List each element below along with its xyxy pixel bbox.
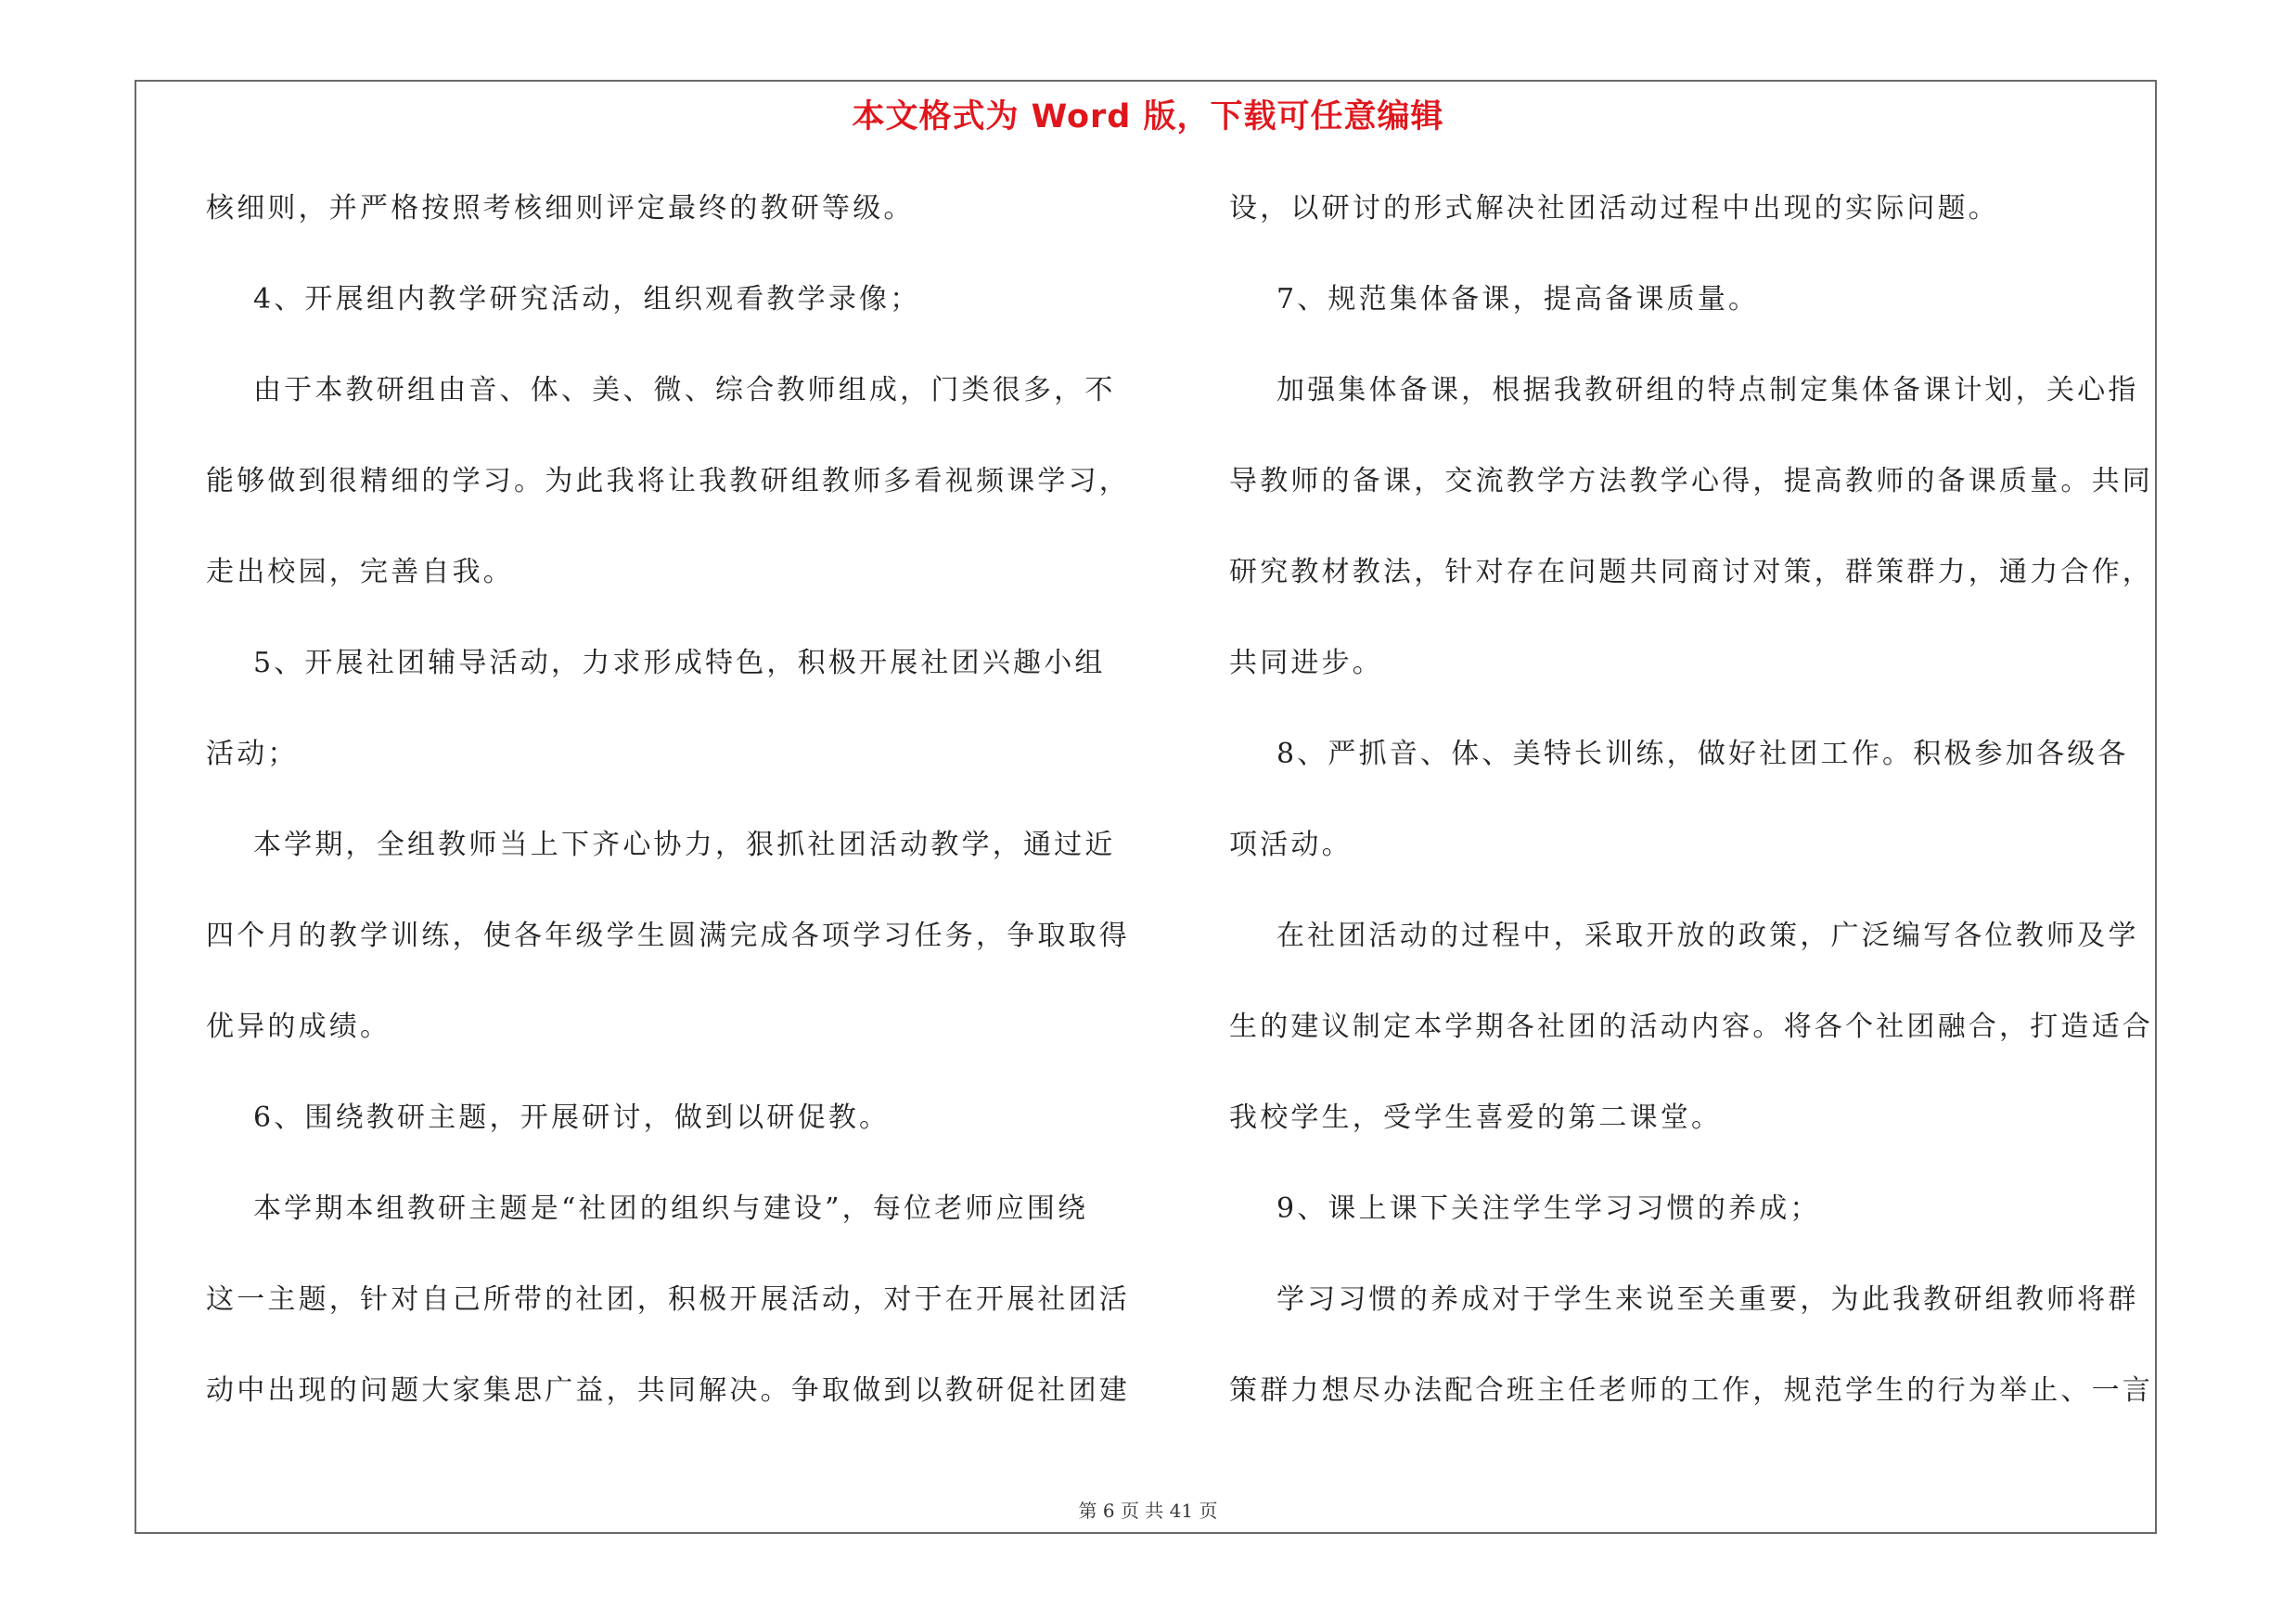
- text-line: 由于本教研组由音、体、美、微、综合教师组成，门类很多，不: [206, 374, 1116, 406]
- text-line: 加强集体备课，根据我教研组的特点制定集体备课计划，关心指: [1229, 374, 2139, 406]
- text-line: 优异的成绩。: [206, 1011, 391, 1043]
- text-line: 在社团活动的过程中，采取开放的政策，广泛编写各位教师及学: [1229, 920, 2139, 952]
- text-line: 动中出现的问题大家集思广益，共同解决。争取做到以教研促社团建: [206, 1374, 1130, 1407]
- text-line: 设，以研讨的形式解决社团活动过程中出现的实际问题。: [1229, 192, 1999, 225]
- text-line: 8、严抓音、体、美特长训练，做好社团工作。积极参加各级各: [1229, 738, 2129, 770]
- text-line: 四个月的教学训练，使各年级学生圆满完成各项学习任务，争取取得: [206, 920, 1130, 952]
- text-line: 活动；: [206, 738, 299, 770]
- text-line: 7、规范集体备课，提高备课质量。: [1229, 283, 1760, 316]
- text-line: 4、开展组内教学研究活动，组织观看教学录像；: [206, 283, 921, 316]
- text-line: 共同进步。: [1229, 647, 1383, 679]
- text-line: 项活动。: [1229, 829, 1353, 861]
- text-line: 本学期本组教研主题是“社团的组织与建设”，每位老师应围绕: [206, 1192, 1089, 1225]
- text-line: 生的建议制定本学期各社团的活动内容。将各个社团融合，打造适合: [1229, 1011, 2153, 1043]
- page-footer: 第 6 页 共 41 页: [1078, 1500, 1218, 1522]
- text-line: 导教师的备课，交流教学方法教学心得，提高教师的备课质量。共同: [1229, 465, 2153, 497]
- text-line: 这一主题，针对自己所带的社团，积极开展活动，对于在开展社团活: [206, 1283, 1130, 1316]
- format-banner: 本文格式为 Word 版，下载可任意编辑: [852, 98, 1444, 135]
- text-line: 6、围绕教研主题，开展研讨，做到以研促教。: [206, 1101, 891, 1134]
- text-line: 策群力想尽办法配合班主任老师的工作，规范学生的行为举止、一言: [1229, 1374, 2153, 1407]
- text-line: 能够做到很精细的学习。为此我将让我教研组教师多看视频课学习，: [206, 465, 1130, 497]
- text-line: 走出校园，完善自我。: [206, 556, 514, 588]
- left-column: [206, 181, 1134, 1454]
- text-line: 本学期，全组教师当上下齐心协力，狠抓社团活动教学，通过近: [206, 829, 1116, 861]
- text-line: 核细则，并严格按照考核细则评定最终的教研等级。: [206, 192, 915, 225]
- text-line: 研究教材教法，针对存在问题共同商讨对策，群策群力，通力合作，: [1229, 556, 2153, 588]
- text-line: 学习习惯的养成对于学生来说至关重要，为此我教研组教师将群: [1229, 1283, 2139, 1316]
- text-line: 9、课上课下关注学生学习习惯的养成；: [1229, 1192, 1821, 1225]
- text-line: 5、开展社团辅导活动，力求形成特色，积极开展社团兴趣小组: [206, 647, 1106, 679]
- text-line: 我校学生，受学生喜爱的第二课堂。: [1229, 1101, 1723, 1134]
- right-column: [1229, 181, 2157, 1454]
